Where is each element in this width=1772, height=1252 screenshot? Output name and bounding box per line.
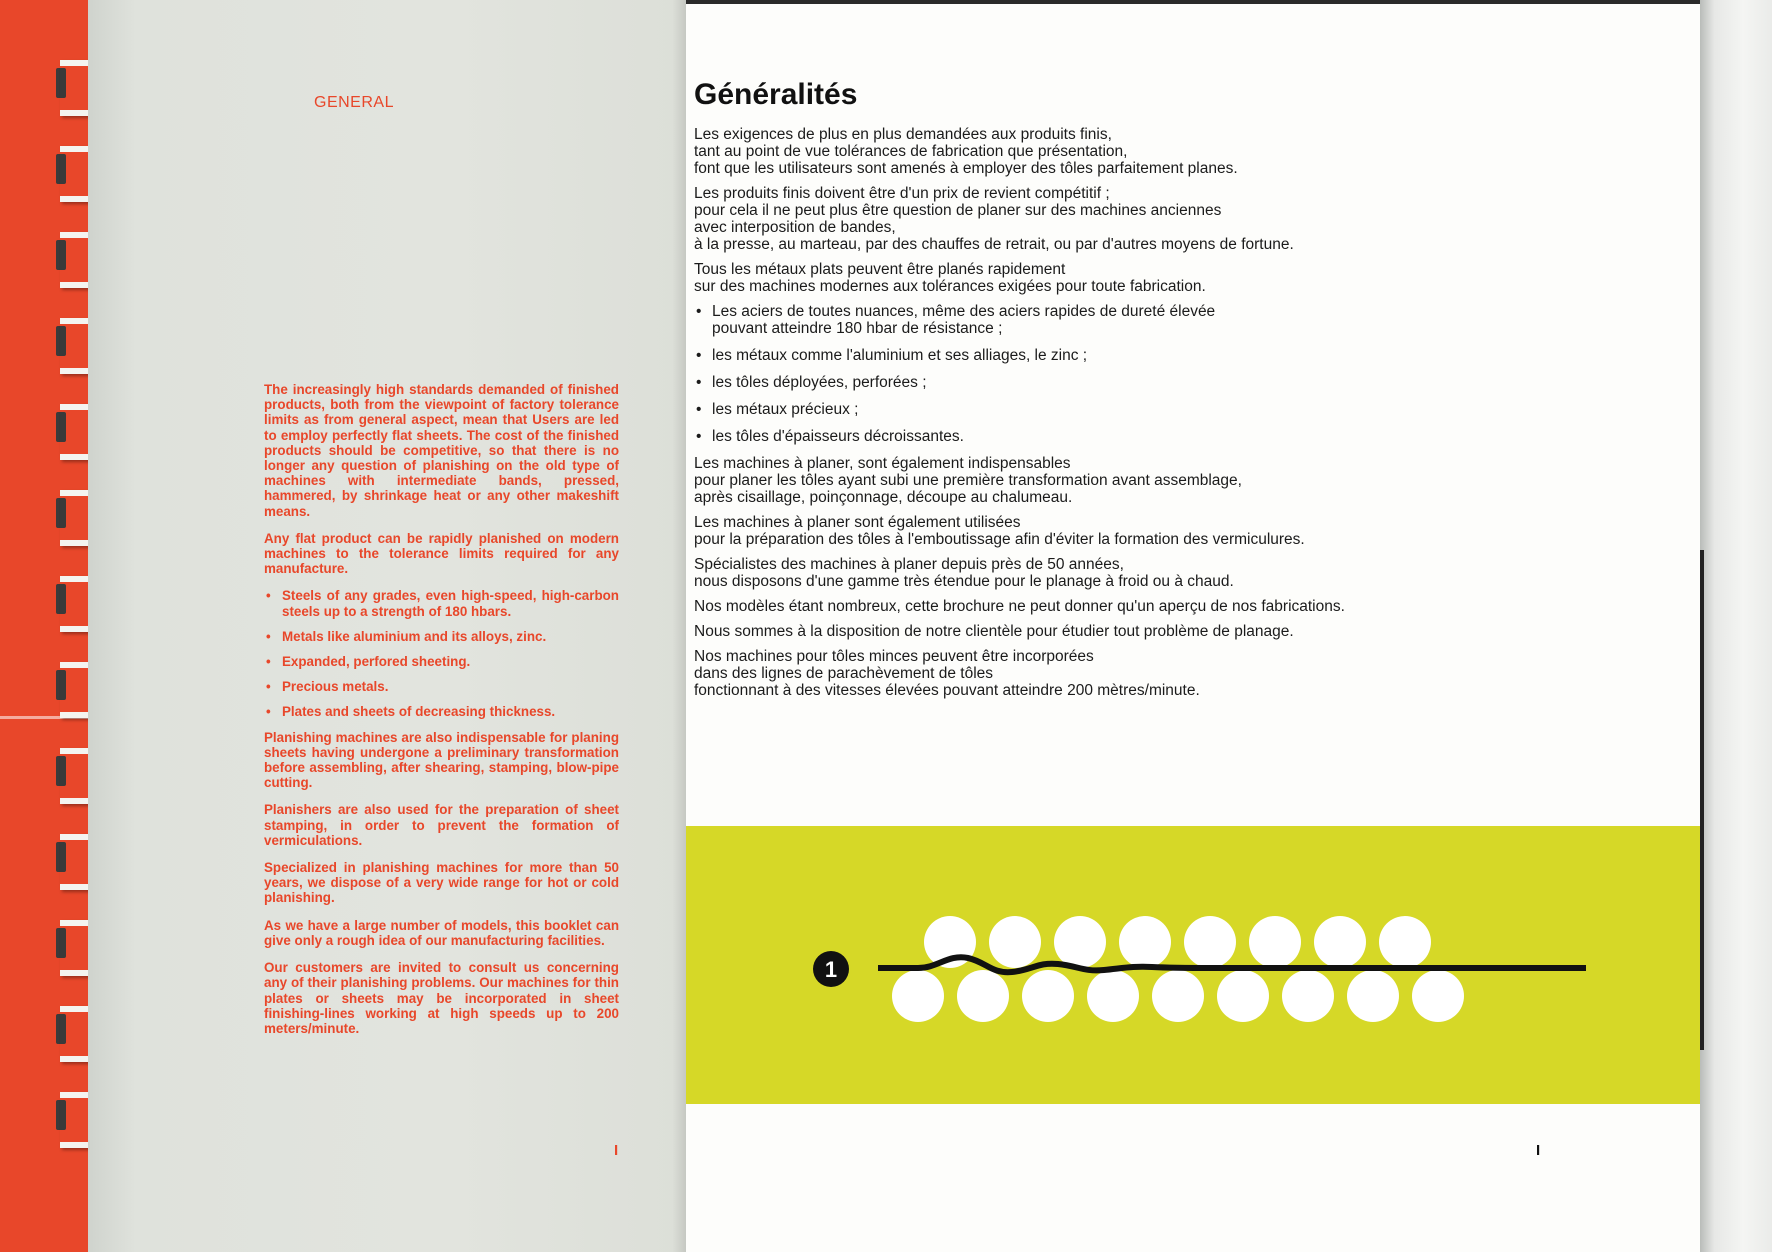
left-heading: GENERAL bbox=[314, 94, 394, 111]
bullet-icon: • bbox=[696, 303, 702, 320]
lower-roll bbox=[1152, 970, 1204, 1022]
right-body bbox=[694, 126, 1554, 707]
roller-diagram-band bbox=[686, 826, 1700, 1104]
bullet-icon: • bbox=[696, 347, 702, 364]
lower-roll bbox=[1217, 970, 1269, 1022]
bullet-icon: • bbox=[266, 704, 271, 720]
left-paragraph: As we have a large number of models, this booklet can give only a rough idea of our manufacturing facilities. bbox=[264, 917, 619, 948]
left-body bbox=[264, 382, 619, 1048]
lower-roll bbox=[1347, 970, 1399, 1022]
bullet-icon: • bbox=[696, 428, 702, 445]
upper-roll bbox=[1379, 916, 1431, 968]
lower-roll bbox=[1087, 970, 1139, 1022]
right-bullet-item bbox=[694, 401, 1554, 418]
left-paragraph: Our customers are invited to consult us concerning any of their planishing problems. Our machines for thin plates or sheets may be incorporated in sheet finishing-lines working at high speeds up to 200 meters/minute. bbox=[264, 960, 619, 1036]
right-paragraph: Les machines à planer sont également utilisées pour la préparation des tôles à l'emboutissage afin d'éviter la formation des vermiculures. bbox=[694, 514, 1305, 548]
right-bullet-text: Les aciers de toutes nuances, même des aciers rapides de dureté élevée pouvant atteindre 180 hbar de résistance ; bbox=[712, 303, 1216, 337]
upper-roll bbox=[989, 916, 1041, 968]
right-paragraph: Nos modèles étant nombreux, cette brochure ne peut donner qu'un aperçu de nos fabrications. bbox=[694, 598, 1345, 615]
bullet-icon: • bbox=[696, 374, 702, 391]
right-bullet-text: les métaux comme l'aluminium et ses alliages, le zinc ; bbox=[712, 347, 1088, 364]
upper-roll bbox=[1314, 916, 1366, 968]
right-bullet-item bbox=[694, 428, 1554, 445]
left-bullet-item bbox=[264, 629, 619, 644]
left-paragraph: Planishing machines are also indispensable for planing sheets having undergone a preliminary transformation before assembling, after shearing, stamping, blow-pipe cutting. bbox=[264, 729, 619, 791]
left-bullet-text: Expanded, perfored sheeting. bbox=[282, 654, 471, 670]
upper-rolls bbox=[924, 916, 1431, 968]
left-paragraph: Planishers are also used for the preparation of sheet stamping, in order to prevent the formation of vermiculations. bbox=[264, 802, 619, 848]
left-bullet-text: Steels of any grades, even high-speed, high-carbon steels up to a strength of 180 hbars. bbox=[282, 588, 619, 619]
right-page-top-edge bbox=[686, 0, 1700, 4]
upper-roll bbox=[1184, 916, 1236, 968]
right-page-title: Généralités bbox=[694, 78, 858, 111]
right-bullet-item bbox=[694, 347, 1554, 364]
lower-rolls bbox=[892, 970, 1464, 1022]
left-bullet-list bbox=[264, 588, 619, 719]
sheet-metal-path bbox=[878, 957, 1586, 972]
upper-roll bbox=[1119, 916, 1171, 968]
lower-roll bbox=[957, 970, 1009, 1022]
bullet-icon: • bbox=[266, 679, 271, 695]
upper-roll bbox=[1054, 916, 1106, 968]
lower-roll bbox=[1412, 970, 1464, 1022]
left-bullet-item bbox=[264, 679, 619, 694]
right-page bbox=[686, 0, 1700, 1252]
right-paragraph: Spécialistes des machines à planer depuis près de 50 années, nous disposons d'une gamme très étendue pour le planage à froid ou à chaud. bbox=[694, 556, 1234, 590]
left-bullet-text: Precious metals. bbox=[282, 679, 389, 695]
bullet-icon: • bbox=[266, 628, 271, 644]
right-bullet-text: les tôles déployées, perforées ; bbox=[712, 374, 927, 391]
roller-leveler-diagram bbox=[686, 826, 1700, 1104]
left-paragraph: Specialized in planishing machines for more than 50 years, we dispose of a very wide range for hot or cold planishing. bbox=[264, 860, 619, 906]
right-bullet-item bbox=[694, 374, 1554, 391]
next-page-edge bbox=[1700, 0, 1772, 1252]
lower-roll bbox=[1282, 970, 1334, 1022]
right-paragraph: Les exigences de plus en plus demandées aux produits finis, tant au point de vue tolérances de fabrication que présentation, font que les utilisateurs sont amenés à employer des tôles parfaitement planes. bbox=[694, 126, 1238, 177]
right-bullet-list bbox=[694, 303, 1554, 445]
right-page-number: I bbox=[1536, 1142, 1541, 1159]
right-paragraph: Les machines à planer, sont également indispensables pour planer les tôles ayant subi une première transformation avant assemblage, après cisaillage, poinçonnage, découpe au chalumeau. bbox=[694, 455, 1242, 506]
left-bullet-text: Metals like aluminium and its alloys, zinc. bbox=[282, 628, 547, 644]
bullet-icon: • bbox=[266, 588, 271, 604]
lower-roll bbox=[892, 970, 944, 1022]
left-bullet-text: Plates and sheets of decreasing thickness. bbox=[282, 704, 556, 720]
bullet-icon: • bbox=[696, 401, 702, 418]
diagram-number-label: 1 bbox=[824, 957, 838, 982]
left-bullet-item bbox=[264, 704, 619, 719]
right-paragraph: Nous sommes à la disposition de notre clientèle pour étudier tout problème de planage. bbox=[694, 623, 1294, 640]
left-page-fold-shadow bbox=[672, 0, 686, 1252]
left-page-number: I bbox=[614, 1142, 619, 1159]
page-edge-line bbox=[1700, 550, 1704, 1050]
right-bullet-item bbox=[694, 303, 1554, 337]
right-paragraph: Les produits finis doivent être d'un prix de revient compétitif ; pour cela il ne peut plus être question de planer sur des machines anciennes avec interposition de bandes, à la presse, au marteau, par des chauffes de retrait, ou par d'autres moyens de fortune. bbox=[694, 185, 1294, 253]
right-bullet-text: les tôles d'épaisseurs décroissantes. bbox=[712, 428, 964, 445]
right-paragraph: Nos machines pour tôles minces peuvent être incorporées dans des lignes de parachèvement de tôles fonctionnant à des vitesses élevées pouvant atteindre 200 mètres/minute. bbox=[694, 648, 1200, 699]
left-paragraph: The increasingly high standards demanded of finished products, both from the viewpoint of factory tolerance limits as from general aspect, mean that Users are led to employ perfectly flat sheets. The cost of the finished products should be competitive, so that there is no longer any question of planishing on the old type of machines with intermediate bands, pressed, hammered, by shrinkage heat or any other makeshift means. bbox=[264, 382, 619, 519]
bullet-icon: • bbox=[266, 654, 271, 670]
right-bullet-text: les métaux précieux ; bbox=[712, 401, 859, 418]
left-bullet-item bbox=[264, 654, 619, 669]
lower-roll bbox=[1022, 970, 1074, 1022]
left-paragraph: Any flat product can be rapidly planished on modern machines to the tolerance limits required for any manufacture. bbox=[264, 530, 619, 577]
upper-roll bbox=[1249, 916, 1301, 968]
left-bullet-item bbox=[264, 588, 619, 618]
right-paragraph: Tous les métaux plats peuvent être planés rapidement sur des machines modernes aux tolérances exigées pour toute fabrication. bbox=[694, 261, 1206, 295]
